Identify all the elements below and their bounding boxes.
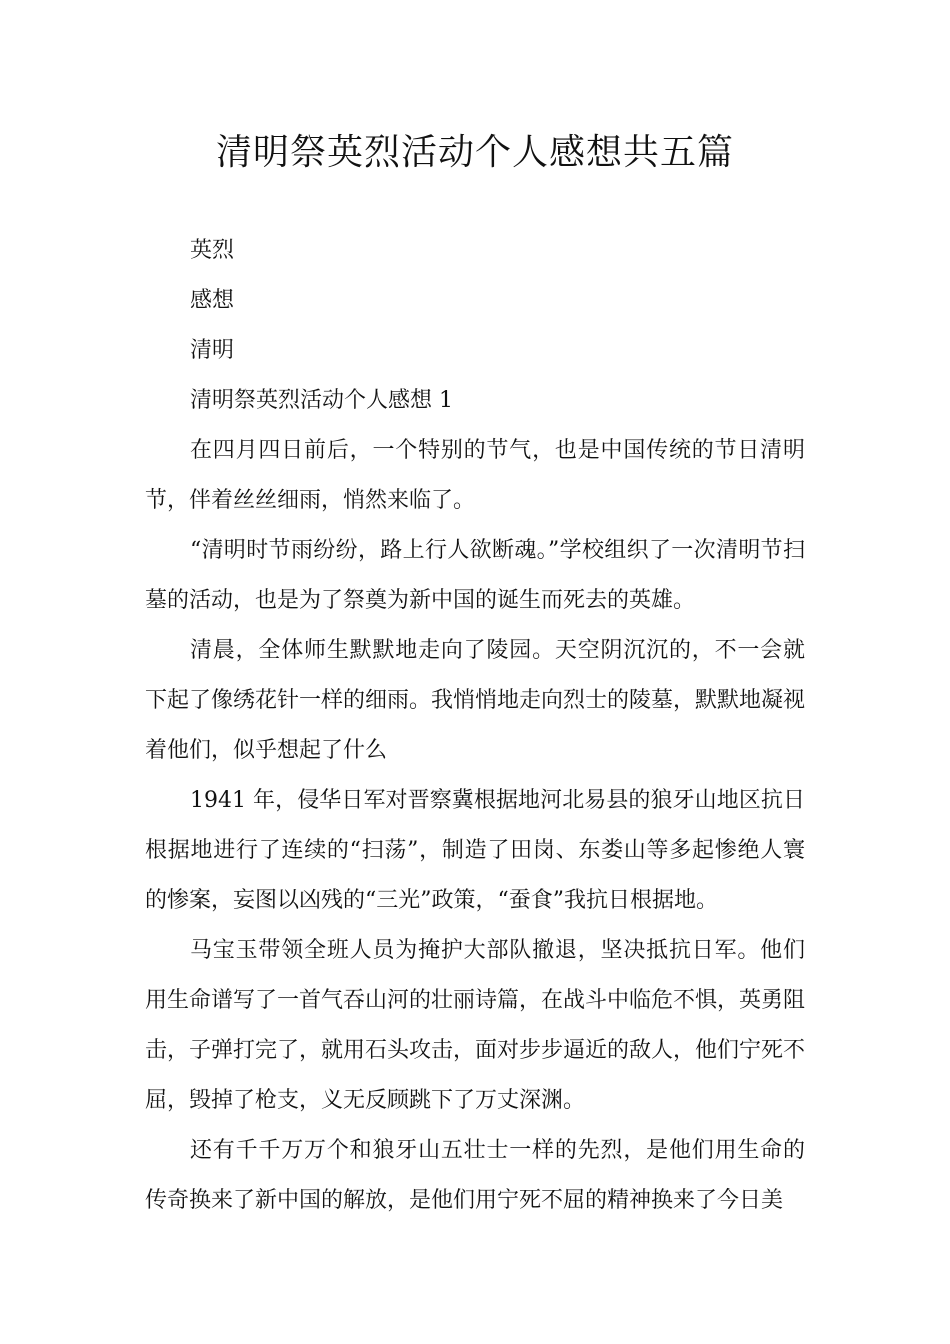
- paragraph: 还有千千万万个和狼牙山五壮士一样的先烈，是他们用生命的传奇换来了新中国的解放，是他们用宁死不屈的精神换来了今日美: [145, 1138, 805, 1213]
- paragraph: 马宝玉带领全班人员为掩护大部队撤退，坚决抵抗日军。他们用生命谱写了一首气吞山河的壮丽诗篇，在战斗中临危不惧，英勇阻击，子弹打完了，就用石头攻击，面对步步逼近的敌人，他们宁死不屈，毁掉了枪支，义无反顾跳下了万丈深渊。: [145, 938, 806, 1113]
- keyword-line: 清明: [190, 338, 235, 363]
- section-heading: 清明祭英烈活动个人感想 1: [190, 388, 453, 413]
- document-title: 清明祭英烈活动个人感想共五篇: [215, 132, 734, 173]
- paragraph: “清明时节雨纷纷，路上行人欲断魂。”学校组织了一次清明节扫墓的活动，也是为了祭奠为新中国的诞生而死去的英雄。: [145, 538, 805, 613]
- paragraph: 1941 年，侵华日军对晋察冀根据地河北易县的狼牙山地区抗日根据地进行了连续的“扫荡”，制造了田岗、东娄山等多起惨绝人寰的惨案，妄图以凶残的“三光”政策，“蚕食”我抗日根据地。: [145, 788, 805, 913]
- paragraph: 清晨，全体师生默默地走向了陵园。天空阴沉沉的，不一会就下起了像绣花针一样的细雨。我悄悄地走向烈士的陵墓，默默地凝视着他们，似乎想起了什么: [145, 638, 806, 763]
- paragraph: 在四月四日前后，一个特别的节气，也是中国传统的节日清明节，伴着丝丝细雨，悄然来临了。: [145, 438, 805, 513]
- document-body: [145, 226, 805, 1226]
- keyword-line: 英烈: [190, 238, 235, 263]
- keyword-line: 感想: [190, 288, 235, 313]
